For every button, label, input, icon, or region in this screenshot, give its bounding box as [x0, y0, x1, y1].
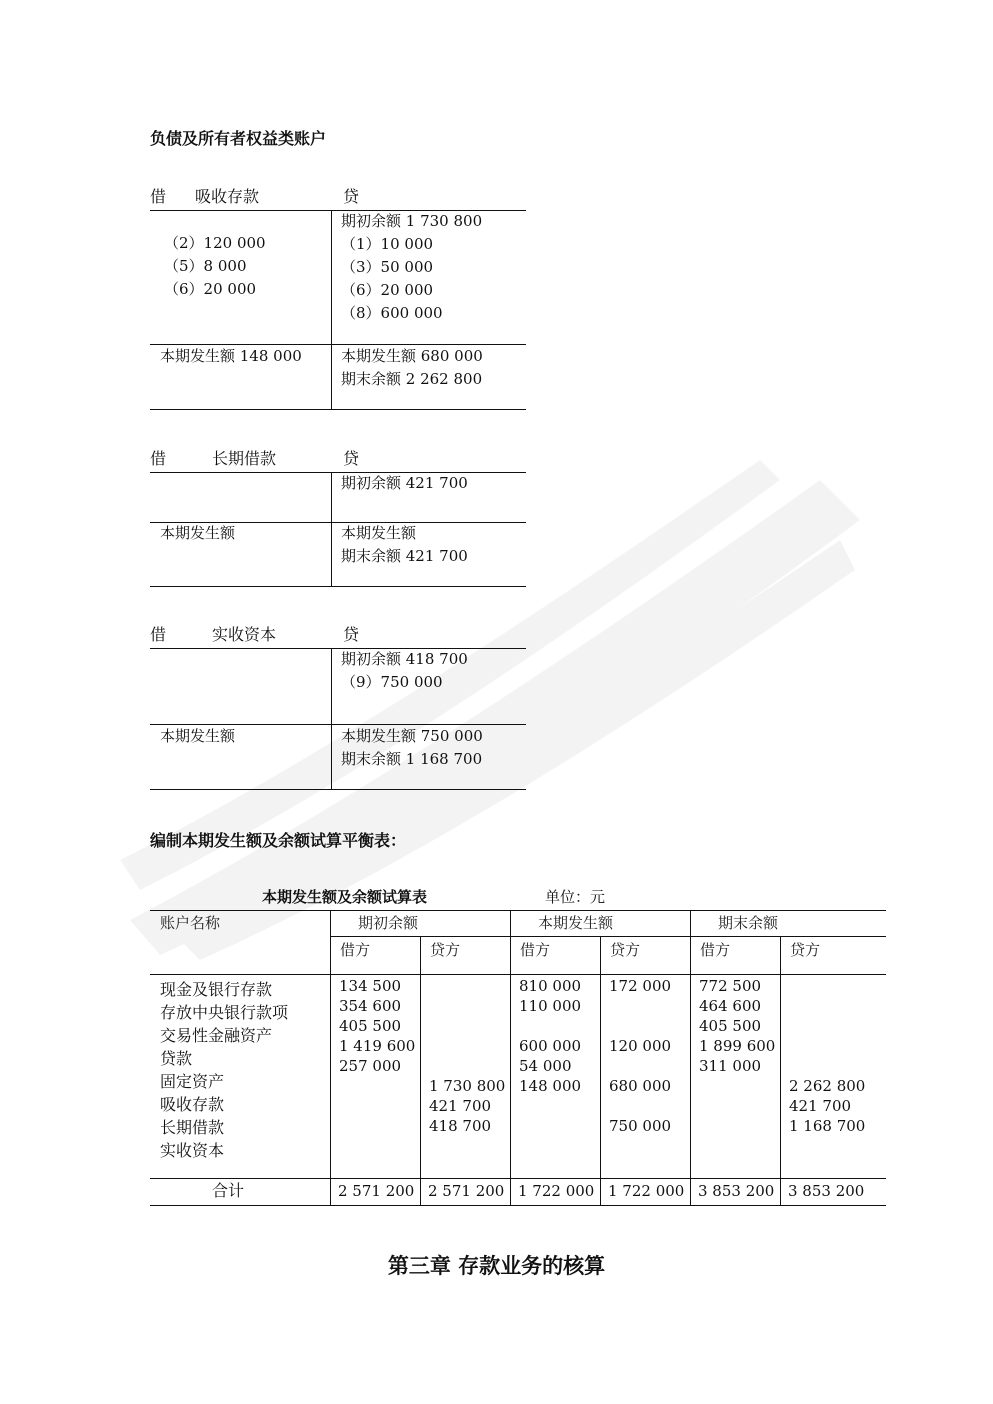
amount-cell: 311 000 [699, 1057, 762, 1075]
total-closing-debit: 3 853 200 [698, 1182, 775, 1200]
amount-cell [429, 976, 505, 996]
subheader-debit-3: 借方 [700, 941, 731, 959]
section-title: 负债及所有者权益类账户 [150, 129, 327, 148]
credit-entries-line: 期初余额 421 700 [341, 474, 468, 492]
account-name: 固定资产 [160, 1072, 225, 1091]
amount-cell [789, 976, 865, 996]
amount-cell [699, 1096, 775, 1116]
amount-cell: 405 500 [699, 1017, 762, 1035]
header-opening-balance: 期初余额 [358, 914, 419, 932]
t-account-rule [150, 409, 526, 410]
account-name: 实收资本 [160, 1141, 225, 1160]
amount-cell [699, 1076, 775, 1096]
debit-totals [160, 345, 302, 368]
amount-cell: 405 500 [339, 1017, 402, 1035]
amount-cell: 750 000 [609, 1117, 672, 1135]
period-credit-column [609, 976, 671, 1136]
credit-entries [341, 472, 468, 495]
account-name: 吸收存款 [160, 1095, 225, 1114]
credit-label: 贷 [343, 187, 360, 206]
credit-totals-line: 本期发生额 750 000 [341, 727, 483, 745]
t-account-rule [150, 586, 526, 587]
amount-cell [339, 1116, 415, 1136]
total-period-credit: 1 722 000 [608, 1182, 685, 1200]
amount-cell: 1 899 600 [699, 1037, 776, 1055]
amount-cell: 680 000 [609, 1077, 672, 1095]
amount-cell: 148 000 [519, 1077, 582, 1095]
t-account [150, 446, 526, 587]
header-period-amount: 本期发生额 [538, 914, 614, 932]
t-account [150, 184, 526, 410]
credit-entries-line: （8）600 000 [341, 304, 443, 322]
credit-entries-line: （1）10 000 [341, 235, 434, 253]
amount-cell: 1 419 600 [339, 1037, 416, 1055]
t-account-rule [150, 789, 526, 790]
trial-balance-title: 本期发生额及余额试算表 [262, 888, 428, 906]
trial-balance-table [150, 910, 886, 1206]
credit-entries-line: （3）50 000 [341, 258, 434, 276]
credit-entries-line: 期初余额 418 700 [341, 650, 468, 668]
subheader-credit-3: 贷方 [790, 941, 821, 959]
amount-cell [339, 1096, 415, 1116]
account-name: 贷款 [160, 1049, 193, 1068]
t-account-rule [150, 472, 526, 473]
debit-label: 借 [150, 449, 167, 468]
subheader-debit-2: 借方 [520, 941, 551, 959]
t-account [150, 622, 526, 790]
amount-cell: 54 000 [519, 1057, 572, 1075]
amount-cell: 120 000 [609, 1037, 672, 1055]
account-name: 长期借款 [160, 1118, 225, 1137]
amount-cell: 772 500 [699, 977, 762, 995]
credit-entries-line: （6）20 000 [341, 281, 434, 299]
amount-cell: 134 500 [339, 977, 402, 995]
account-name: 吸收存款 [195, 187, 260, 206]
closing-credit-column [789, 976, 865, 1136]
t-account-header [150, 446, 526, 472]
t-account-rule [331, 472, 332, 587]
amount-cell: 110 000 [519, 997, 582, 1015]
t-account-header [150, 184, 526, 210]
total-label: 合计 [212, 1181, 245, 1200]
amount-cell [609, 1016, 671, 1036]
credit-totals-line: 期末余额 1 168 700 [341, 750, 483, 768]
amount-cell: 172 000 [609, 977, 672, 995]
credit-totals-line: 期末余额 2 262 800 [341, 370, 483, 388]
debit-label: 借 [150, 625, 167, 644]
amount-cell [609, 1096, 671, 1116]
amount-cell [789, 1056, 865, 1076]
amount-cell: 2 262 800 [789, 1077, 866, 1095]
credit-label: 贷 [343, 625, 360, 644]
header-account-name: 账户名称 [160, 914, 221, 932]
amount-cell: 418 700 [429, 1117, 492, 1135]
amount-cell: 421 700 [429, 1097, 492, 1115]
credit-entries-line: （9）750 000 [341, 673, 443, 691]
t-account-header [150, 622, 526, 648]
trial-balance-unit: 单位：元 [545, 888, 606, 906]
chapter-title: 第三章 存款业务的核算 [387, 1254, 606, 1278]
amount-cell: 354 600 [339, 997, 402, 1015]
debit-entries-line: （6）20 000 [164, 280, 257, 298]
amount-cell: 421 700 [789, 1097, 852, 1115]
total-opening-debit: 2 571 200 [338, 1182, 415, 1200]
amount-cell [789, 1036, 865, 1056]
credit-totals [341, 345, 483, 391]
total-period-debit: 1 722 000 [518, 1182, 595, 1200]
t-account-rule [331, 210, 332, 410]
credit-totals [341, 725, 483, 771]
opening-debit-column [339, 976, 415, 1136]
amount-cell [519, 1016, 581, 1036]
opening-credit-column [429, 976, 505, 1136]
amount-cell [699, 1116, 775, 1136]
amount-cell: 600 000 [519, 1037, 582, 1055]
t-account-rule [331, 648, 332, 790]
amount-cell [789, 1016, 865, 1036]
closing-debit-column [699, 976, 775, 1136]
amount-cell [519, 1116, 581, 1136]
amount-cell [429, 996, 505, 1016]
amount-cell: 257 000 [339, 1057, 402, 1075]
credit-entries [341, 648, 468, 694]
account-name: 交易性金融资产 [160, 1026, 273, 1045]
total-opening-credit: 2 571 200 [428, 1182, 505, 1200]
debit-label: 借 [150, 187, 167, 206]
period-debit-column [519, 976, 581, 1136]
credit-entries-line: 期初余额 1 730 800 [341, 212, 483, 230]
header-closing-balance: 期末余额 [718, 914, 779, 932]
credit-totals-line: 本期发生额 680 000 [341, 347, 483, 365]
credit-totals [341, 522, 468, 568]
debit-totals-line: 本期发生额 [160, 727, 236, 745]
amount-cell [609, 996, 671, 1016]
debit-totals-line: 本期发生额 148 000 [160, 347, 302, 365]
account-name: 现金及银行存款 [160, 980, 273, 999]
account-name: 实收资本 [212, 625, 277, 644]
amount-cell [519, 1096, 581, 1116]
credit-totals-line: 期末余额 421 700 [341, 547, 468, 565]
t-account-rule [150, 648, 526, 649]
amount-cell [609, 1056, 671, 1076]
amount-cell: 1 168 700 [789, 1117, 866, 1135]
amount-cell [339, 1076, 415, 1096]
debit-entries [164, 232, 266, 301]
debit-entries-line: （2）120 000 [164, 234, 266, 252]
subheader-debit-1: 借方 [340, 941, 371, 959]
credit-totals-line: 本期发生额 [341, 524, 417, 542]
debit-totals [160, 522, 235, 545]
credit-entries [341, 210, 482, 325]
total-closing-credit: 3 853 200 [788, 1182, 865, 1200]
amount-cell: 464 600 [699, 997, 762, 1015]
amount-cell [429, 1016, 505, 1036]
amount-cell [429, 1056, 505, 1076]
account-names-column [160, 978, 288, 1162]
amount-cell [789, 996, 865, 1016]
subheader-credit-2: 贷方 [610, 941, 641, 959]
debit-entries-line: （5）8 000 [164, 257, 247, 275]
amount-cell [429, 1036, 505, 1056]
account-name: 存放中央银行款项 [160, 1003, 289, 1022]
amount-cell: 810 000 [519, 977, 582, 995]
debit-totals [160, 725, 235, 748]
debit-totals-line: 本期发生额 [160, 524, 236, 542]
amount-cell: 1 730 800 [429, 1077, 506, 1095]
credit-label: 贷 [343, 449, 360, 468]
trial-balance-intro: 编制本期发生额及余额试算平衡表： [150, 831, 407, 850]
subheader-credit-1: 贷方 [430, 941, 461, 959]
account-name: 长期借款 [212, 449, 277, 468]
